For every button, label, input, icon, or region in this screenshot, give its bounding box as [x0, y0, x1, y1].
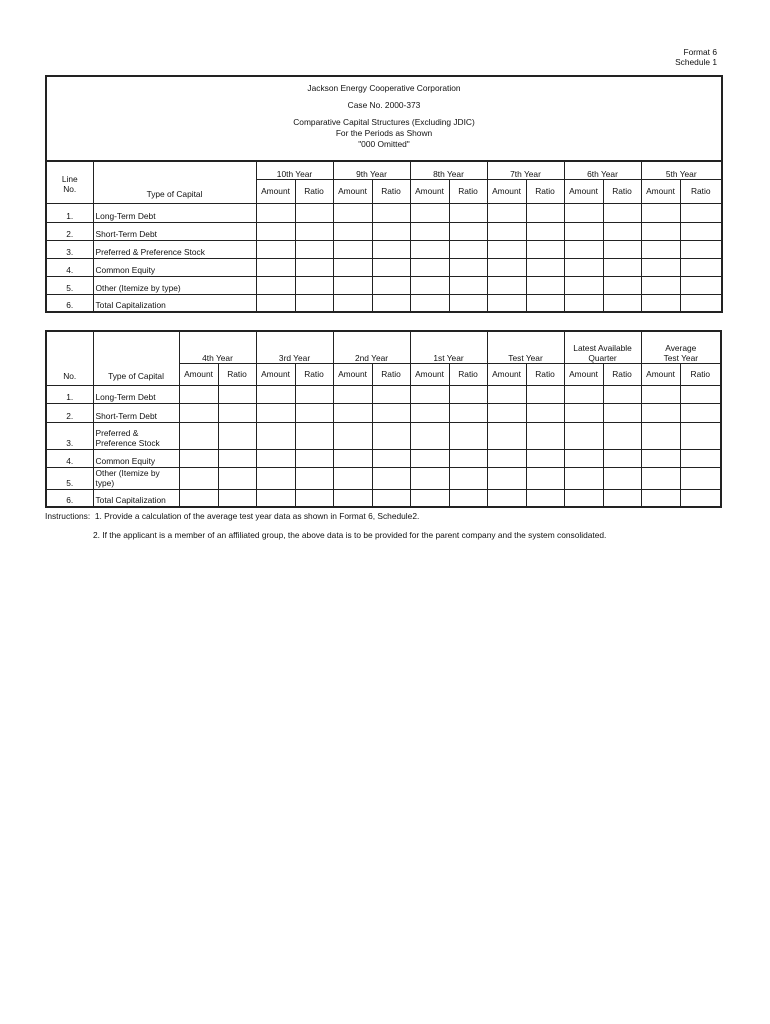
latest-quarter-header	[564, 331, 641, 363]
amount-header: Amount	[487, 179, 526, 203]
row-label	[93, 222, 256, 240]
ratio-cell	[218, 449, 256, 467]
ratio-cell	[526, 258, 564, 276]
amount-cell	[333, 258, 372, 276]
row-number: 2.	[46, 222, 93, 240]
ratio-cell	[295, 203, 333, 222]
amount-cell	[487, 422, 526, 449]
amount-header: Amount	[333, 179, 372, 203]
ratio-cell	[526, 422, 564, 449]
ratio-cell	[449, 489, 487, 507]
average-test-year-header	[641, 331, 721, 363]
ratio-cell	[449, 240, 487, 258]
amount-cell	[256, 489, 295, 507]
row-number: 6.	[46, 294, 93, 312]
amount-cell	[256, 240, 295, 258]
amount-cell	[333, 385, 372, 403]
row-label-text: Preferred &	[95, 427, 139, 438]
amount-header: Amount	[410, 179, 449, 203]
ratio-cell	[295, 385, 333, 403]
ratio-cell	[680, 203, 722, 222]
ratio-cell	[603, 240, 641, 258]
row-label-text: Preference Stock	[95, 437, 160, 448]
row-number: 2.	[46, 403, 93, 422]
amount-cell	[564, 222, 603, 240]
amount-header: Amount	[487, 363, 526, 385]
ratio-cell	[372, 294, 410, 312]
amount-cell	[333, 276, 372, 294]
year-header: 5th Year	[641, 161, 722, 179]
ratio-header: Ratio	[372, 179, 410, 203]
row-label	[93, 240, 256, 258]
amount-header: Amount	[564, 179, 603, 203]
ratio-cell	[603, 222, 641, 240]
year-header: 3rd Year	[256, 331, 333, 363]
amount-header: Amount	[256, 363, 295, 385]
ratio-cell	[680, 240, 722, 258]
table-row	[46, 276, 722, 294]
ratio-cell	[295, 258, 333, 276]
ratio-cell	[449, 222, 487, 240]
amount-cell	[410, 203, 449, 222]
ratio-cell	[372, 422, 410, 449]
ratio-cell	[372, 449, 410, 467]
ratio-cell	[603, 258, 641, 276]
amount-cell	[641, 240, 680, 258]
ratio-cell	[680, 222, 722, 240]
ratio-cell	[526, 467, 564, 489]
ratio-cell	[218, 403, 256, 422]
format-label	[675, 47, 717, 67]
amount-cell	[179, 403, 218, 422]
amount-cell	[564, 276, 603, 294]
amount-cell	[410, 449, 449, 467]
amount-cell	[256, 449, 295, 467]
table-row	[46, 449, 721, 467]
ratio-cell	[603, 449, 641, 467]
amount-cell	[333, 467, 372, 489]
ratio-cell	[603, 467, 641, 489]
amount-cell	[641, 203, 680, 222]
row-label-text: Other (Itemize by type)	[95, 467, 160, 488]
amount-cell	[410, 222, 449, 240]
ratio-cell	[603, 403, 641, 422]
capital-structure-table-2	[45, 330, 722, 508]
amount-cell	[564, 403, 603, 422]
amount-cell	[487, 403, 526, 422]
amount-cell	[641, 222, 680, 240]
amount-cell	[410, 403, 449, 422]
instruction-2-text: 2. If the applicant is a member of an affiliated group, the above data is to be provided for the parent company and the system consolidated.	[93, 530, 607, 540]
ratio-cell	[218, 489, 256, 507]
amount-cell	[256, 222, 295, 240]
format-number: Format 6	[683, 47, 717, 57]
amount-cell	[410, 258, 449, 276]
ratio-cell	[372, 222, 410, 240]
row-label	[93, 489, 179, 507]
type-of-capital-header: Type of Capital	[93, 331, 179, 385]
row-label-text: Common Equity	[95, 455, 156, 466]
ratio-cell	[526, 385, 564, 403]
table-row	[46, 467, 721, 489]
table-row	[46, 422, 721, 449]
ratio-cell	[603, 203, 641, 222]
ratio-header: Ratio	[680, 363, 721, 385]
ratio-cell	[603, 489, 641, 507]
row-label-text: Common Equity	[95, 264, 156, 275]
table-row	[46, 294, 722, 312]
amount-cell	[333, 489, 372, 507]
amount-cell	[564, 449, 603, 467]
amount-cell	[179, 385, 218, 403]
row-label-text: Long-Term Debt	[95, 210, 156, 221]
ratio-cell	[295, 222, 333, 240]
amount-cell	[487, 294, 526, 312]
amount-cell	[564, 489, 603, 507]
amount-header: Amount	[641, 179, 680, 203]
ratio-header: Ratio	[603, 179, 641, 203]
amount-cell	[564, 422, 603, 449]
row-label-text: Short-Term Debt	[95, 228, 157, 239]
row-label	[93, 385, 179, 403]
instructions-label: Instructions:	[45, 511, 91, 521]
ratio-cell	[295, 294, 333, 312]
amount-cell	[487, 258, 526, 276]
amount-cell	[487, 222, 526, 240]
table-row	[46, 203, 722, 222]
ratio-cell	[526, 276, 564, 294]
amount-cell	[564, 240, 603, 258]
ratio-cell	[372, 203, 410, 222]
amount-cell	[641, 258, 680, 276]
ratio-cell	[603, 385, 641, 403]
amount-cell	[564, 385, 603, 403]
row-number: 1.	[46, 203, 93, 222]
ratio-cell	[295, 489, 333, 507]
amount-cell	[333, 222, 372, 240]
amount-cell	[179, 489, 218, 507]
row-label-text: Total Capitalization	[95, 300, 166, 310]
amount-cell	[410, 385, 449, 403]
ratio-cell	[372, 276, 410, 294]
ratio-header: Ratio	[295, 363, 333, 385]
amount-cell	[487, 489, 526, 507]
ratio-cell	[449, 258, 487, 276]
amount-cell	[564, 294, 603, 312]
report-header	[46, 76, 722, 161]
amount-cell	[256, 403, 295, 422]
ratio-cell	[218, 467, 256, 489]
row-label	[93, 258, 256, 276]
ratio-cell	[449, 422, 487, 449]
row-label-text: Short-Term Debt	[95, 410, 157, 421]
amount-cell	[256, 467, 295, 489]
amount-cell	[641, 276, 680, 294]
ratio-cell	[372, 467, 410, 489]
ratio-header: Ratio	[526, 179, 564, 203]
amount-cell	[641, 489, 680, 507]
ratio-cell	[449, 203, 487, 222]
ratio-cell	[449, 276, 487, 294]
ratio-cell	[680, 467, 721, 489]
amount-cell	[487, 467, 526, 489]
ratio-cell	[295, 240, 333, 258]
row-number: 4.	[46, 258, 93, 276]
ratio-cell	[295, 403, 333, 422]
ratio-cell	[680, 276, 722, 294]
row-label-text: Total Capitalization	[95, 495, 166, 505]
year-header: 4th Year	[179, 331, 256, 363]
amount-cell	[564, 258, 603, 276]
row-label	[93, 467, 179, 489]
instructions	[45, 511, 607, 540]
row-number: 3.	[46, 240, 93, 258]
amount-cell	[564, 467, 603, 489]
amount-header: Amount	[256, 179, 295, 203]
amount-cell	[410, 276, 449, 294]
year-header: 7th Year	[487, 161, 564, 179]
amount-cell	[256, 422, 295, 449]
amount-cell	[256, 258, 295, 276]
ratio-cell	[680, 258, 722, 276]
company-name: Jackson Energy Cooperative Corporation	[307, 83, 461, 93]
ratio-cell	[372, 240, 410, 258]
omitted-note: "000 Omitted"	[358, 139, 410, 149]
amount-header: Amount	[410, 363, 449, 385]
year-header: 10th Year	[256, 161, 333, 179]
table-row	[46, 385, 721, 403]
ratio-cell	[295, 449, 333, 467]
ratio-cell	[372, 258, 410, 276]
row-label	[93, 422, 179, 449]
amount-cell	[564, 203, 603, 222]
row-number: 1.	[46, 385, 93, 403]
amount-cell	[179, 449, 218, 467]
amount-cell	[410, 294, 449, 312]
instruction-1-text: 1. Provide a calculation of the average test year data as shown in Format 6, Schedule2.	[94, 511, 420, 521]
amount-cell	[487, 203, 526, 222]
ratio-cell	[680, 403, 721, 422]
ratio-cell	[372, 403, 410, 422]
row-label	[93, 449, 179, 467]
table-row	[46, 489, 721, 507]
ratio-cell	[372, 385, 410, 403]
quarter-label: Quarter	[588, 352, 617, 363]
no-label: No.	[63, 184, 77, 195]
row-label-text: Preferred & Preference Stock	[95, 246, 205, 257]
ratio-cell	[526, 294, 564, 312]
amount-cell	[641, 403, 680, 422]
amount-cell	[256, 385, 295, 403]
ratio-header: Ratio	[680, 179, 722, 203]
amount-cell	[410, 240, 449, 258]
amount-header: Amount	[564, 363, 603, 385]
amount-header: Amount	[641, 363, 680, 385]
amount-cell	[333, 294, 372, 312]
line-no-header	[46, 161, 93, 203]
row-number: 5.	[46, 467, 93, 489]
ratio-cell	[526, 222, 564, 240]
ratio-cell	[295, 467, 333, 489]
amount-cell	[641, 467, 680, 489]
ratio-cell	[218, 422, 256, 449]
amount-header: Amount	[179, 363, 218, 385]
schedule-number: Schedule 1	[675, 57, 717, 67]
ratio-cell	[680, 489, 721, 507]
ratio-cell	[526, 403, 564, 422]
type-of-capital-header: Type of Capital	[93, 161, 256, 203]
ratio-cell	[449, 385, 487, 403]
latest-available-label: Latest Available	[573, 342, 632, 353]
row-label-text: Other (Itemize by type)	[95, 282, 181, 293]
ratio-cell	[372, 489, 410, 507]
ratio-cell	[295, 422, 333, 449]
ratio-header: Ratio	[603, 363, 641, 385]
ratio-cell	[680, 422, 721, 449]
year-header: Test Year	[487, 331, 564, 363]
periods-note: For the Periods as Shown	[335, 128, 433, 138]
row-label	[93, 403, 179, 422]
year-header: 2nd Year	[333, 331, 410, 363]
ratio-header: Ratio	[372, 363, 410, 385]
line-label: Line	[61, 174, 78, 185]
ratio-cell	[680, 449, 721, 467]
table-row	[46, 240, 722, 258]
ratio-header: Ratio	[526, 363, 564, 385]
instruction-1	[45, 511, 419, 521]
ratio-cell	[526, 203, 564, 222]
amount-cell	[487, 449, 526, 467]
ratio-cell	[680, 385, 721, 403]
year-header: 9th Year	[333, 161, 410, 179]
no-header: No.	[46, 331, 93, 385]
row-number: 5.	[46, 276, 93, 294]
ratio-cell	[526, 240, 564, 258]
amount-header: Amount	[333, 363, 372, 385]
row-label	[93, 294, 256, 312]
ratio-cell	[603, 294, 641, 312]
amount-cell	[487, 240, 526, 258]
ratio-cell	[218, 385, 256, 403]
amount-cell	[333, 403, 372, 422]
capital-structure-table-1	[45, 75, 723, 313]
amount-cell	[256, 203, 295, 222]
amount-cell	[487, 385, 526, 403]
ratio-cell	[603, 276, 641, 294]
amount-cell	[641, 422, 680, 449]
table-row	[46, 222, 722, 240]
amount-cell	[256, 294, 295, 312]
ratio-cell	[526, 449, 564, 467]
amount-cell	[410, 489, 449, 507]
amount-cell	[179, 422, 218, 449]
ratio-header: Ratio	[218, 363, 256, 385]
row-number: 6.	[46, 489, 93, 507]
case-number: Case No. 2000-373	[347, 100, 421, 110]
amount-cell	[641, 385, 680, 403]
year-header: 8th Year	[410, 161, 487, 179]
test-year-label: Test Year	[663, 352, 699, 363]
row-label	[93, 203, 256, 222]
ratio-cell	[449, 403, 487, 422]
ratio-cell	[526, 489, 564, 507]
year-header: 6th Year	[564, 161, 641, 179]
amount-cell	[179, 467, 218, 489]
amount-cell	[410, 467, 449, 489]
amount-cell	[333, 422, 372, 449]
amount-cell	[333, 449, 372, 467]
ratio-cell	[680, 294, 722, 312]
ratio-header: Ratio	[449, 363, 487, 385]
amount-cell	[256, 276, 295, 294]
ratio-cell	[449, 449, 487, 467]
amount-cell	[487, 276, 526, 294]
ratio-cell	[603, 422, 641, 449]
row-label	[93, 276, 256, 294]
ratio-header: Ratio	[449, 179, 487, 203]
amount-cell	[333, 203, 372, 222]
table-row	[46, 258, 722, 276]
row-number: 3.	[46, 422, 93, 449]
ratio-cell	[449, 294, 487, 312]
row-number: 4.	[46, 449, 93, 467]
year-header: 1st Year	[410, 331, 487, 363]
average-label: Average	[665, 342, 697, 353]
row-label-text: Long-Term Debt	[95, 391, 156, 402]
amount-cell	[641, 294, 680, 312]
table-row	[46, 403, 721, 422]
ratio-cell	[295, 276, 333, 294]
ratio-cell	[449, 467, 487, 489]
amount-cell	[641, 449, 680, 467]
amount-cell	[410, 422, 449, 449]
report-title: Comparative Capital Structures (Excluding JDIC)	[293, 117, 475, 127]
amount-cell	[333, 240, 372, 258]
ratio-header: Ratio	[295, 179, 333, 203]
